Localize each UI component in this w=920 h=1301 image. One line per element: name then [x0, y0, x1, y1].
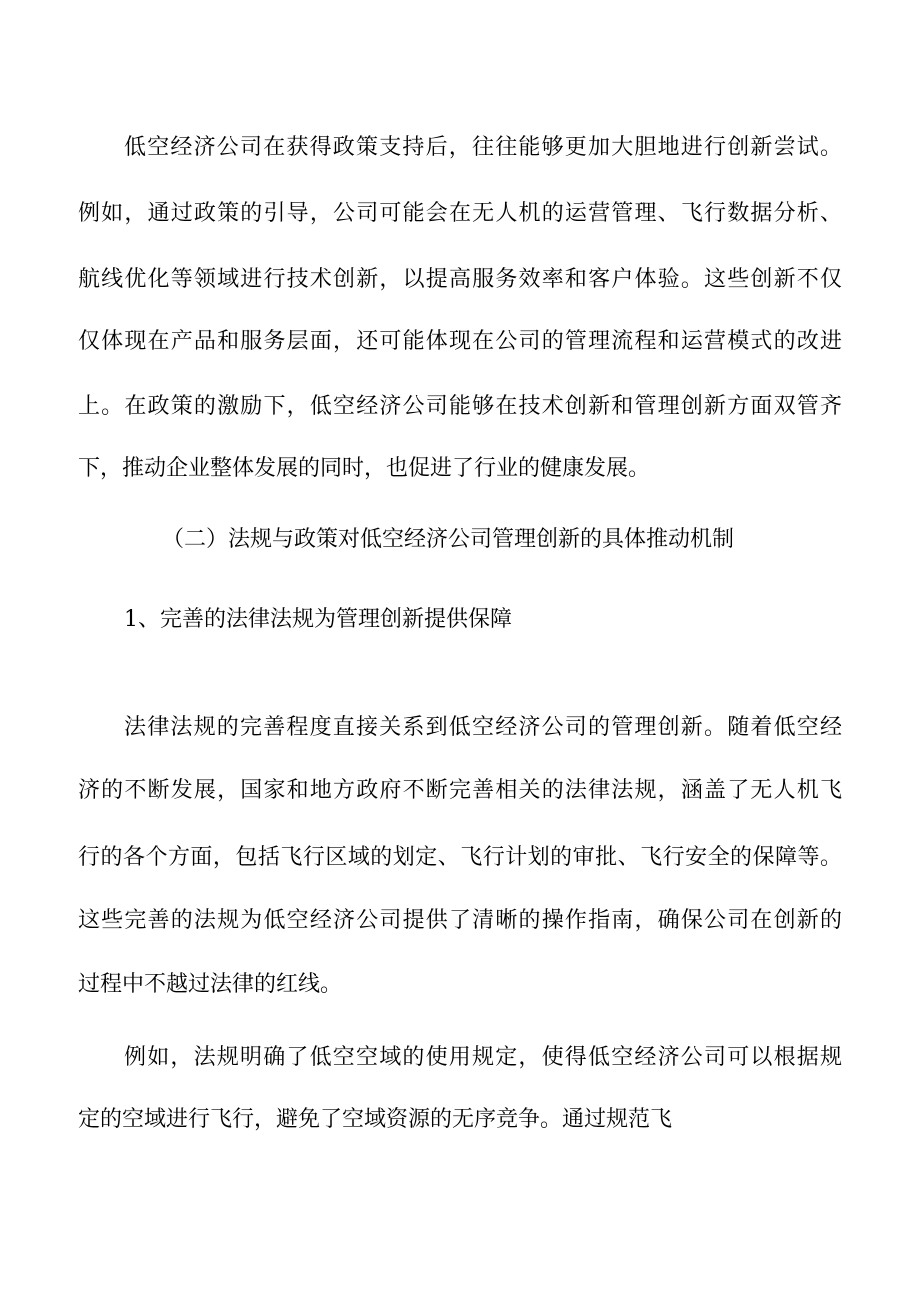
- subsection-heading: 1、完善的法律法规为管理创新提供保障: [124, 607, 512, 632]
- paragraph-line: 航线优化等领域进行技术创新，以提高服务效率和客户体验。这些创新不仅: [78, 267, 842, 292]
- section-heading: （二）法规与政策对低空经济公司管理创新的具体推动机制: [162, 527, 735, 552]
- paragraph-line: 这些完善的法规为低空经济公司提供了清晰的操作指南，确保公司在创新的: [78, 908, 842, 933]
- paragraph-line: 定的空域进行飞行，避免了空域资源的无序竞争。通过规范飞: [78, 1107, 673, 1132]
- paragraph-line: 上。在政策的激励下，低空经济公司能够在技术创新和管理创新方面双管齐: [78, 394, 842, 419]
- paragraph-line: 例如，法规明确了低空空域的使用规定，使得低空经济公司可以根据规: [124, 1045, 842, 1070]
- paragraph-line: 过程中不越过法律的红线。: [78, 972, 343, 997]
- paragraph-line: 济的不断发展，国家和地方政府不断完善相关的法律法规，涵盖了无人机飞: [78, 778, 842, 803]
- paragraph-line: 下，推动企业整体发展的同时，也促进了行业的健康发展。: [78, 456, 651, 481]
- paragraph-line: 例如，通过政策的引导，公司可能会在无人机的运营管理、飞行数据分析、: [78, 201, 842, 226]
- paragraph-line: 低空经济公司在获得政策支持后，往往能够更加大胆地进行创新尝试。: [124, 135, 842, 160]
- paragraph-line: 行的各个方面，包括飞行区域的划定、飞行计划的审批、飞行安全的保障等。: [78, 845, 842, 870]
- paragraph-line: 仅体现在产品和服务层面，还可能体现在公司的管理流程和运营模式的改进: [78, 329, 842, 354]
- paragraph-line: 法律法规的完善程度直接关系到低空经济公司的管理创新。随着低空经: [124, 715, 842, 740]
